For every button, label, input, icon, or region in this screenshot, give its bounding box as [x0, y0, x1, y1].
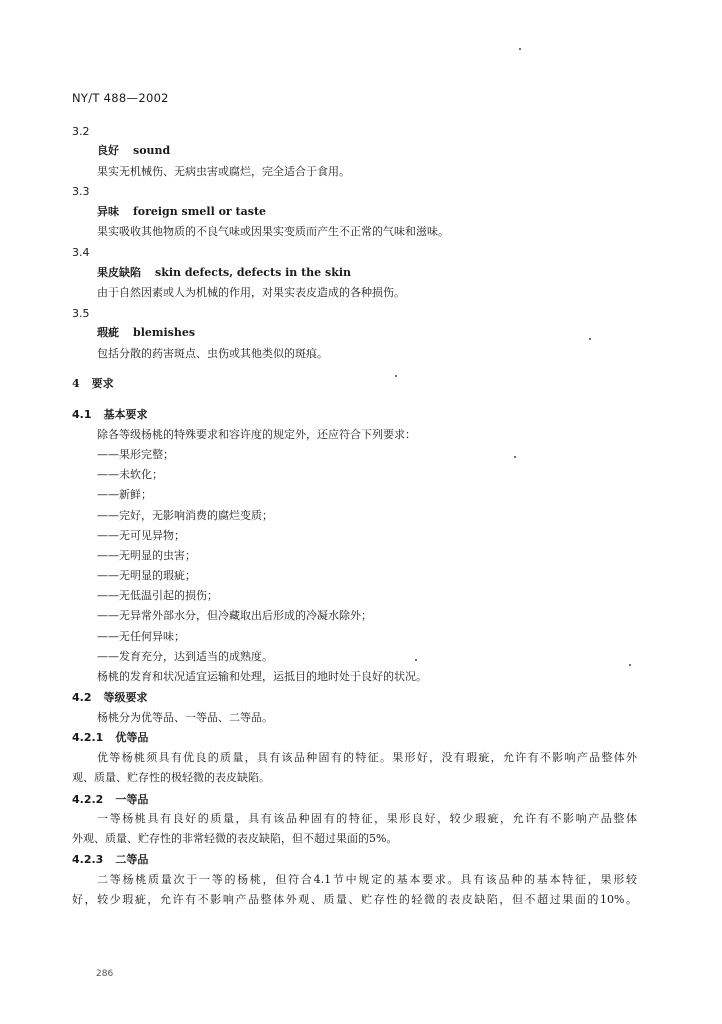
term-definition: 包括分散的药害斑点、虫伤或其他类似的斑痕。	[97, 347, 328, 360]
term-definition: 由于自然因素或人为机械的作用，对果实表皮造成的各种损伤。	[97, 286, 405, 299]
subsection-title: 等级要求	[103, 691, 148, 704]
grade-title: 优等品	[115, 731, 149, 744]
grade-text-line2: 好，较少瑕疵，允许有不影响产品整体外观、质量、贮存性的轻微的表皮缺陷，但不超过果面的10%。	[72, 893, 637, 906]
term-number: 3.5	[72, 307, 90, 320]
subsection-intro: 除各等级杨桃的特殊要求和容许度的规定外，还应符合下列要求：	[97, 428, 416, 441]
scan-speck	[395, 375, 397, 377]
term-heading	[97, 266, 351, 280]
term-number: 3.2	[72, 125, 90, 138]
term-heading	[97, 144, 170, 158]
scan-speck	[589, 338, 591, 340]
subsection-heading	[72, 408, 148, 422]
term-en: sound	[133, 144, 171, 157]
term-number: 3.3	[72, 185, 90, 198]
subsection-number: 4.1	[72, 408, 92, 421]
scan-speck	[415, 659, 417, 661]
term-definition: 果实无机械伤、无病虫害或腐烂，完全适合于食用。	[97, 165, 350, 178]
requirement-item: ——无明显的瑕疵；	[97, 569, 196, 582]
page-number: 286	[96, 969, 114, 979]
requirement-item: ——无任何异味；	[97, 630, 185, 643]
grade-text-line1: 二等杨桃质量次于一等的杨桃，但符合4.1节中规定的基本要求。具有该品种的基本特征，果形较	[97, 873, 637, 886]
requirement-item: ——发育充分，达到适当的成熟度。	[97, 650, 273, 663]
requirement-item: ——新鲜；	[97, 488, 152, 501]
term-zh: 异味	[97, 205, 119, 218]
term-zh: 良好	[97, 144, 119, 157]
subsection-number: 4.2	[72, 691, 92, 704]
requirement-item: ——完好，无影响消费的腐烂变质；	[97, 509, 273, 522]
subsection-heading	[72, 691, 148, 705]
grade-text-line	[97, 751, 637, 765]
grade-title: 一等品	[115, 793, 149, 806]
term-zh: 瑕疵	[97, 326, 119, 339]
term-heading	[97, 326, 195, 340]
term-number: 3.4	[72, 246, 90, 259]
grade-text-line: 观、质量、贮存性的极轻微的表皮缺陷。	[72, 771, 270, 784]
grade-number: 4.2.3	[72, 853, 104, 866]
grade-number: 4.2.2	[72, 793, 104, 806]
term-en: skin defects, defects in the skin	[155, 266, 351, 279]
section-title: 要求	[91, 377, 114, 390]
section-heading	[72, 377, 114, 391]
scan-speck	[629, 664, 631, 666]
grade-text-line	[72, 893, 637, 907]
requirement-item: ——无可见异物；	[97, 529, 185, 542]
requirement-item: ——无明显的虫害；	[97, 549, 196, 562]
term-heading	[97, 205, 266, 219]
grade-heading	[72, 793, 148, 807]
grade-heading	[72, 853, 148, 867]
grade-text-line	[97, 873, 637, 887]
grade-number: 4.2.1	[72, 731, 104, 744]
subsection-intro: 杨桃分为优等品、一等品、二等品。	[97, 711, 273, 724]
grade-text-line: 外观、质量、贮存性的非常轻微的表皮缺陷，但不超过果面的5%。	[72, 832, 398, 845]
requirement-item: ——无低温引起的损伤；	[97, 589, 218, 602]
section-number: 4	[72, 377, 80, 390]
requirement-item: ——未软化；	[97, 468, 163, 481]
subsection-title: 基本要求	[103, 408, 148, 421]
subsection-closing: 杨桃的发育和状况适宜运输和处理，运抵目的地时处于良好的状况。	[97, 670, 427, 683]
grade-text-line1: 一等杨桃具有良好的质量，具有该品种固有的特征，果形良好，较少瑕疵，允许有不影响产品整体	[97, 812, 637, 825]
scan-speck	[514, 456, 516, 458]
term-zh: 果皮缺陷	[97, 266, 141, 279]
term-en: foreign smell or taste	[133, 205, 267, 218]
grade-title: 二等品	[115, 853, 149, 866]
grade-text-line	[97, 812, 637, 826]
scan-speck	[519, 48, 521, 50]
requirement-item: ——无异常外部水分，但冷藏取出后形成的冷凝水除外；	[97, 609, 372, 622]
standard-code-header: NY/T 488—2002	[72, 91, 169, 105]
term-definition: 果实吸收其他物质的不良气味或因果实变质而产生不正常的气味和滋味。	[97, 225, 449, 238]
grade-text-line1: 优等杨桃须具有优良的质量，具有该品种固有的特征。果形好，没有瑕疵，允许有不影响产品整体外	[97, 751, 637, 764]
term-en: blemishes	[133, 326, 196, 339]
requirement-item: ——果形完整；	[97, 448, 174, 461]
grade-heading	[72, 731, 148, 745]
